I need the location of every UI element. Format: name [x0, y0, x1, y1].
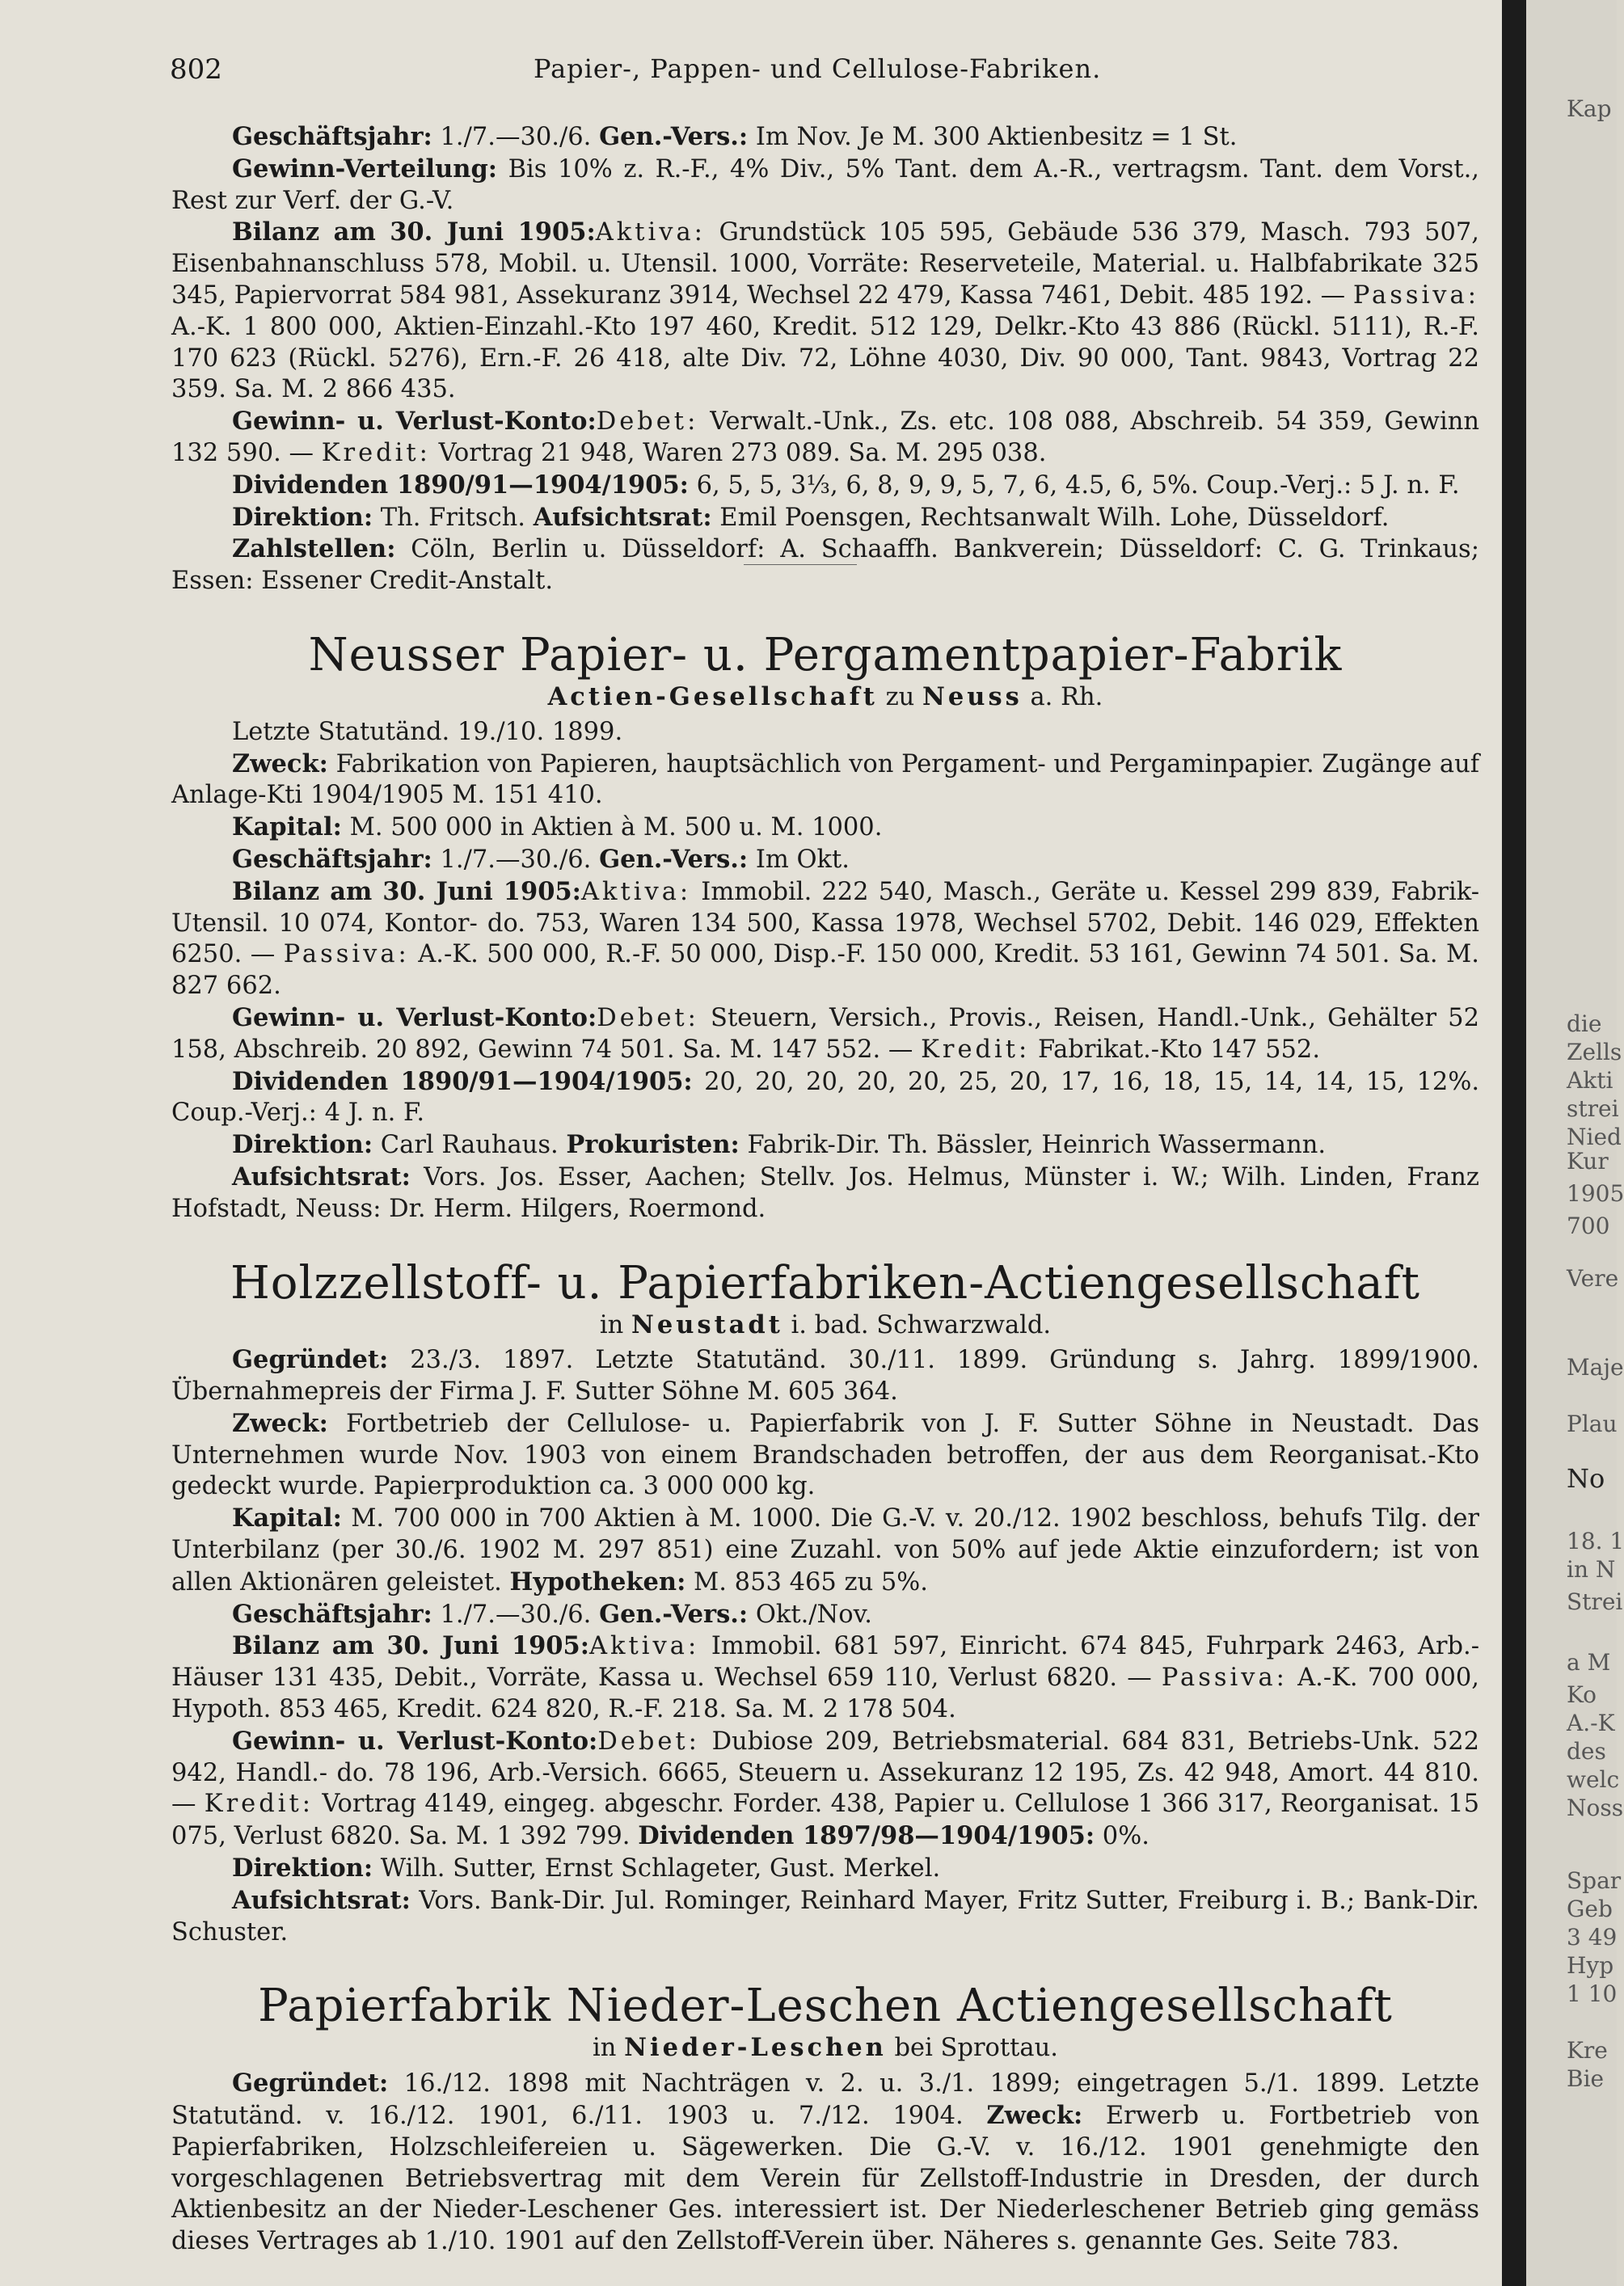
facing-page-fragment: 1 10 — [1567, 1980, 1618, 2007]
field-label: Bilanz am 30. Juni 1905: — [232, 217, 596, 247]
facing-page-fragment: des — [1567, 1738, 1606, 1765]
field-label: Gen.-Vers.: — [599, 844, 749, 874]
entry-line — [171, 1002, 1479, 1066]
field-label: Prokuristen: — [566, 1130, 740, 1160]
field-label: Aufsichtsrat: — [232, 1162, 411, 1192]
section-keyword: Kredit: — [204, 1790, 314, 1819]
facing-page-fragment: 1905 — [1567, 1180, 1624, 1207]
field-text: Wilh. Sutter, Ernst Schlageter, Gust. Merkel. — [373, 1854, 941, 1883]
entry-line — [171, 1853, 1479, 1885]
section-keyword: Debet: — [596, 407, 699, 437]
entry-line — [171, 1726, 1479, 1853]
section-keyword: Debet: — [597, 1727, 700, 1756]
section-keyword: Aktiva: — [580, 877, 692, 906]
field-text: M. 500 000 in Aktien à M. 500 u. M. 1000. — [341, 813, 883, 842]
field-text: Emil Poensgen, Rechtsanwalt Wilh. Lohe, Düsseldorf. — [711, 503, 1390, 532]
facing-page-fragment: in N — [1567, 1556, 1616, 1583]
field-text: Okt./Nov. — [748, 1600, 872, 1629]
field-text: Immobil. 222 540, Masch., Geräte u. Kessel 299 839, Fabrik-Utensil. 10 074, Kontor- do. 753, Waren 134 500, Kassa 1978, Wechsel 5702, Debit. 146 029, Effekten 6250. — — [171, 877, 1479, 969]
field-label: Dividenden 1890/91—1904/1905: — [232, 1066, 693, 1096]
facing-page-fragment: Bie — [1567, 2065, 1605, 2092]
field-text: Im Okt. — [748, 845, 850, 874]
section-keyword: Kredit: — [921, 1035, 1031, 1064]
field-text: Vortrag 4149, eingeg. abgeschr. Forder. 438, Papier u. Cellulose 1 366 317, Reorganisat. 15 075, Verlust 6820. Sa. M. 1 392 799. — [171, 1790, 1479, 1851]
entry-line — [171, 749, 1479, 812]
facing-page-fragment: Ko — [1567, 1681, 1597, 1708]
field-text: Cöln, Berlin u. Düsseldorf: A. Schaaffh. Bankverein; Düsseldorf: C. G. Trinkaus; Essen: Essener Credit-Anstalt. — [171, 535, 1479, 596]
running-title: Papier-, Pappen- und Cellulose-Fabriken. — [534, 53, 1102, 84]
entry-line — [171, 2068, 1479, 2258]
facing-page-fragment: die — [1567, 1010, 1602, 1037]
facing-page-fragment: Plau — [1567, 1411, 1618, 1437]
field-text: Vors. Jos. Esser, Aachen; Stellv. Jos. Helmus, Münster i. W.; Wilh. Linden, Franz Hofstadt, Neuss: Dr. Herm. Hilgers, Roermond. — [171, 1162, 1479, 1223]
facing-page-fragment: Spar — [1567, 1867, 1622, 1894]
entry-line — [171, 876, 1479, 1002]
field-text: Fabrik-Dir. Th. Bässler, Heinrich Wassermann. — [739, 1131, 1327, 1160]
field-label: Gewinn- u. Verlust-Konto: — [232, 407, 597, 437]
field-text: Vors. Bank-Dir. Jul. Rominger, Reinhard Mayer, Fritz Sutter, Freiburg i. B.; Bank-Dir. Schuster. — [171, 1886, 1479, 1946]
field-text: Grundstück 105 595, Gebäude 536 379, Masch. 793 507, Eisenbahnanschluss 578, Mobil. u. Utensil. 1000, Vorräte: Reserveteile, Material. u. Halbfabrikate 325 345, Papiervorrat 584 981, Assekuranz 3914, Wechsel 22 479, Kassa 7461, Debit. 485 192. — — [171, 218, 1480, 310]
entry-line — [171, 534, 1479, 597]
entry-line — [171, 1408, 1479, 1503]
facing-page-fragment: welc — [1567, 1766, 1620, 1793]
entry-line — [171, 406, 1479, 470]
entry-line — [171, 1129, 1479, 1162]
facing-page-fragment: 700 — [1567, 1213, 1610, 1239]
field-text: Letzte Statutänd. 19./10. 1899. — [232, 717, 623, 746]
field-text: Bis 10% z. R.-F., 4% Div., 5% Tant. dem A.-R., vertragsm. Tant. dem Vorst., Rest zur Verf. der G.-V. — [171, 154, 1479, 215]
entry-line — [171, 502, 1479, 534]
facing-page-fragment: Kur — [1567, 1148, 1609, 1175]
entry-line — [171, 717, 1479, 749]
field-text: Th. Fritsch. — [373, 503, 534, 532]
field-label: Bilanz am 30. Juni 1905: — [232, 1631, 590, 1661]
entry-previous-continued — [171, 121, 1479, 597]
field-label: Dividenden 1897/98—1904/1905: — [638, 1821, 1095, 1851]
field-label: Gen.-Vers.: — [599, 1599, 749, 1629]
field-label: Zahlstellen: — [232, 534, 396, 564]
field-text: Vortrag 21 948, Waren 273 089. Sa. M. 295 038. — [430, 438, 1047, 467]
field-label: Zweck: — [986, 2101, 1083, 2131]
page-content — [171, 121, 1479, 2258]
entry-line — [171, 470, 1479, 502]
field-label: Aufsichtsrat: — [232, 1885, 411, 1915]
facing-page-fragment: Kap — [1567, 95, 1612, 122]
entry-line — [171, 1066, 1479, 1130]
field-text: 16./12. 1898 mit Nachträgen v. 2. u. 3./1. 1899; eingetragen 5./1. 1899. Letzte Statutänd. v. 16./12. 1901, 6./11. 1903 u. 7./12. 1904. — [171, 2069, 1479, 2131]
section-keyword: Passiva: — [1352, 280, 1479, 310]
entry-line — [171, 1162, 1479, 1225]
field-text: Im Nov. Je M. 300 Aktienbesitz = 1 St. — [748, 123, 1238, 151]
field-text: Immobil. 681 597, Einricht. 674 845, Fuhrpark 2463, Arb.-Häuser 131 435, Debit., Vorräte, Kassa u. Wechsel 659 110, Verlust 6820. — — [171, 1632, 1480, 1693]
facing-page-fragment: 3 49 — [1567, 1924, 1618, 1951]
field-text: 1./7.—30./6. — [432, 123, 600, 151]
field-text: A.-K. 700 000, Hypoth. 853 465, Kredit. 624 820, R.-F. 218. Sa. M. 2 178 504. — [171, 1664, 1479, 1724]
entry-line — [171, 1599, 1479, 1631]
entry-line — [171, 121, 1479, 154]
facing-page-fragment: A.-K — [1567, 1710, 1615, 1736]
company-title-nieder-leschen: Papierfabrik Nieder-Leschen Actiengesellschaft — [258, 1980, 1393, 2033]
field-text: Dubiose 209, Betriebsmaterial. 684 831, Betriebs-Unk. 522 942, Handl.- do. 78 196, Arb.-Versich. 6665, Steuern u. Assekuranz 12 195, Zs. 42 948, Amort. 44 810. — — [171, 1727, 1480, 1819]
facing-page-fragment: Nied — [1567, 1124, 1622, 1150]
field-label: Geschäftsjahr: — [232, 1599, 432, 1629]
field-label: Bilanz am 30. Juni 1905: — [232, 876, 581, 906]
facing-page-fragment: Vere — [1567, 1265, 1619, 1292]
field-text: Fortbetrieb der Cellulose- u. Papierfabrik von J. F. Sutter Söhne in Neustadt. Das Unternehmen wurde Nov. 1903 von einem Brandschaden betroffen, der aus dem Reorganisat.-Kto gedeckt wurde. Papierproduktion ca. 3 000 000 kg. — [171, 1409, 1479, 1501]
field-label: Gewinn- u. Verlust-Konto: — [232, 1726, 598, 1756]
field-label: Gewinn- u. Verlust-Konto: — [232, 1002, 597, 1032]
company-subtitle-neustadt: in Neustadt i. bad. Schwarzwald. — [599, 1310, 1052, 1339]
company-subtitle-neuss: Actien-Gesellschaft zu Neuss a. Rh. — [547, 681, 1103, 711]
facing-page-fragment: a M — [1567, 1649, 1611, 1676]
field-text: A.-K. 500 000, R.-F. 50 000, Disp.-F. 150 000, Kredit. 53 161, Gewinn 74 501. Sa. M. 827 662. — [171, 940, 1479, 1001]
entry-line — [171, 1885, 1479, 1949]
facing-page-fragment: Zells — [1567, 1039, 1622, 1065]
facing-page-fragment: Strei — [1567, 1588, 1623, 1615]
entry-line — [171, 844, 1479, 876]
entry-neustadt — [171, 1344, 1479, 1948]
field-text: Fabrikation von Papieren, hauptsächlich von Pergament- und Pergaminpapier. Zugänge auf Anlage-Kti 1904/1905 M. 151 410. — [171, 749, 1479, 810]
field-label: Gegründet: — [232, 1345, 389, 1375]
field-text: 23./3. 1897. Letzte Statutänd. 30./11. 1899. Gründung s. Jahrg. 1899/1900. Übernahmepreis der Firma J. F. Sutter Söhne M. 605 364. — [171, 1346, 1479, 1407]
field-text: Carl Rauhaus. — [373, 1131, 567, 1160]
section-keyword: Passiva: — [283, 940, 410, 969]
field-label: Hypotheken: — [509, 1567, 686, 1596]
field-text: A.-K. 1 800 000, Aktien-Einzahl.-Kto 197 460, Kredit. 512 129, Delkr.-Kto 43 886 (Rückl. 5111), R.-F. 170 623 (Rückl. 5276), Ern.-F. 26 418, alte Div. 72, Löhne 4030, Div. 90 000, Tant. 9843, Vortrag 22 359. Sa. M. 2 866 435. — [171, 312, 1479, 404]
entry-line — [171, 1503, 1479, 1598]
field-label: Zweck: — [232, 749, 328, 778]
entry-line — [171, 1630, 1479, 1725]
facing-page-fragment: Kre — [1567, 2037, 1608, 2064]
field-label: Direktion: — [232, 1854, 373, 1883]
field-text: Fabrikat.-Kto 147 552. — [1030, 1035, 1321, 1064]
field-label: Direktion: — [232, 1130, 373, 1160]
facing-page-fragment: No — [1567, 1463, 1605, 1494]
facing-page-fragment: Hyp — [1567, 1952, 1614, 1979]
company-subtitle-nieder-leschen: in Nieder-Leschen bei Sprottau. — [593, 2033, 1058, 2063]
book-gutter — [1502, 0, 1526, 2286]
facing-page-fragment: Geb — [1567, 1896, 1613, 1922]
entry-nieder-leschen — [171, 2068, 1479, 2258]
field-label: Geschäftsjahr: — [232, 122, 432, 151]
section-keyword: Aktiva: — [589, 1632, 700, 1661]
field-label: Gewinn-Verteilung: — [232, 154, 498, 183]
entry-neuss — [171, 717, 1479, 1225]
field-label: Dividenden 1890/91—1904/1905: — [232, 470, 689, 500]
entry-line — [171, 1344, 1479, 1408]
page-header — [170, 53, 1479, 86]
section-keyword: Debet: — [597, 1003, 699, 1032]
facing-page-fragment: Noss — [1567, 1795, 1624, 1821]
section-keyword: Aktiva: — [595, 218, 706, 247]
company-title-neustadt: Holzzellstoff- u. Papierfabriken-Actiengesellschaft — [230, 1256, 1421, 1310]
field-text: 1./7.—30./6. — [432, 845, 600, 874]
page-number: 802 — [170, 53, 222, 86]
field-text: Verwalt.-Unk., Zs. etc. 108 088, Abschreib. 54 359, Gewinn 132 590. — — [171, 407, 1479, 467]
company-title-neuss: Neusser Papier- u. Pergamentpapier-Fabrik — [308, 628, 1343, 681]
field-text: 6, 5, 5, 3⅓, 6, 8, 9, 9, 5, 7, 6, 4.5, 6, 5%. Coup.-Verj.: 5 J. n. F. — [688, 470, 1460, 500]
facing-page-fragment: Akti — [1567, 1067, 1613, 1094]
field-label: Zweck: — [232, 1408, 328, 1438]
field-label: Gen.-Vers.: — [599, 122, 749, 151]
field-label: Direktion: — [232, 502, 373, 532]
entry-line — [171, 217, 1479, 406]
field-label: Kapital: — [232, 812, 342, 842]
entry-line — [171, 154, 1479, 217]
section-keyword: Kredit: — [321, 438, 431, 467]
field-text: M. 700 000 in 700 Aktien à M. 1000. Die G.-V. v. 20./12. 1902 beschloss, behufs Tilg. der Unterbilanz (per 30./6. 1902 M. 297 851) eine Zuzahl. von 50% auf jede Aktie einzufordern; ist von allen Aktionären geleistet. — [171, 1504, 1479, 1596]
field-label: Geschäftsjahr: — [232, 844, 432, 874]
field-label: Kapital: — [232, 1504, 342, 1533]
entry-line — [171, 812, 1479, 844]
field-label: Gegründet: — [232, 2069, 389, 2098]
field-text: 1./7.—30./6. — [432, 1600, 600, 1629]
section-keyword: Passiva: — [1161, 1664, 1288, 1693]
facing-page-fragment: strei — [1567, 1095, 1619, 1122]
field-label: Aufsichtsrat: — [533, 502, 712, 532]
field-text: 0%. — [1095, 1822, 1149, 1851]
field-text: M. 853 465 zu 5%. — [685, 1567, 928, 1596]
facing-page-fragment: Maje — [1567, 1354, 1624, 1381]
facing-page-fragment: 18. 1 — [1567, 1528, 1624, 1554]
field-text: Steuern, Versich., Provis., Reisen, Handl.-Unk., Gehälter 52 158, Abschreib. 20 892, Gewinn 74 501. Sa. M. 147 552. — — [171, 1003, 1479, 1064]
field-text: Erwerb u. Fortbetrieb von Papierfabriken, Holzschleifereien u. Sägewerken. Die G.-V. v. 16./12. 1901 genehmigte den vorgeschlagenen Betriebsvertrag mit dem Verein für Zellstoff-Industrie in Dresden, der durch Aktienbesitz an der Nieder-Leschener Ges. interessiert ist. Der Niederleschener Betrieb ging gemäss dieses Vertrages ab 1./10. 1901 auf den Zellstoff-Verein über. Näheres s. genannte Ges. Seite 783. — [171, 2102, 1479, 2256]
field-text: 20, 20, 20, 20, 20, 25, 20, 17, 16, 18, 15, 14, 14, 15, 12%. Coup.-Verj.: 4 J. n. F. — [171, 1067, 1480, 1128]
